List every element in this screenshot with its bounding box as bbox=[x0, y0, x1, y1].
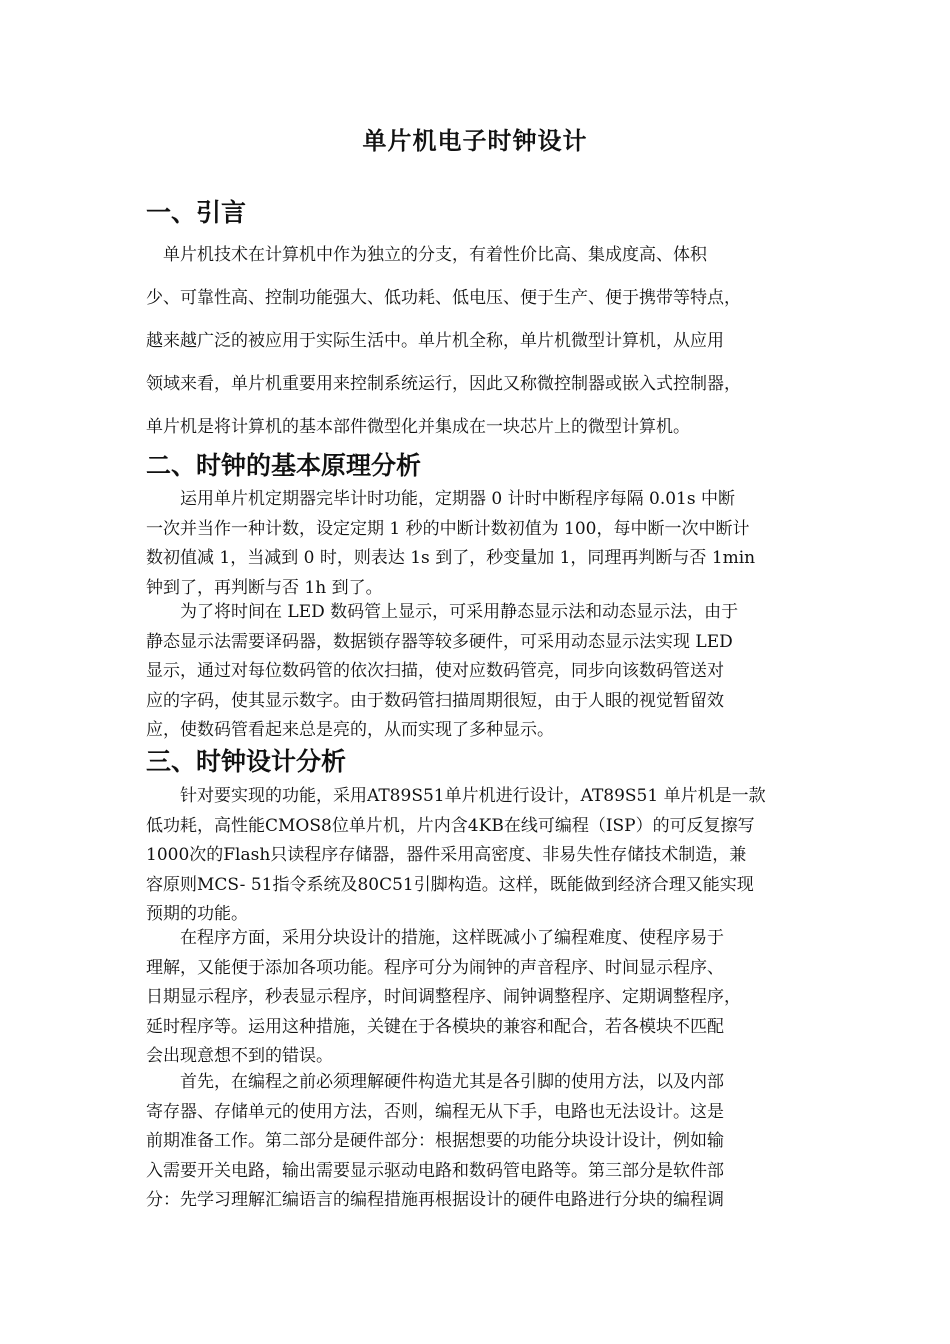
section-heading-introduction: 一、引言 bbox=[146, 198, 247, 227]
text-line: 越来越广泛的被应用于实际生活中。单片机全称，单片机微型计算机，从应用 bbox=[146, 331, 724, 351]
text-line: 单片机技术在计算机中作为独立的分支，有着性价比高、集成度高、体积 bbox=[146, 245, 707, 265]
text-line: 领域来看，单片机重要用来控制系统运行，因此又称微控制器或嵌入式控制器， bbox=[146, 374, 741, 394]
text-line: 1000次的Flash只读程序存储器，器件采用高密度、非易失性存储技术制造，兼 bbox=[146, 845, 747, 865]
paragraph-led-display bbox=[146, 598, 806, 746]
text-line: 单片机是将计算机的基本部件微型化并集成在一块芯片上的微型计算机。 bbox=[146, 417, 690, 437]
text-line: 钟到了，再判断与否 1h 到了。 bbox=[146, 577, 383, 598]
text-line: 分：先学习理解汇编语言的编程措施再根据设计的硬件电路进行分块的编程调 bbox=[146, 1190, 724, 1210]
paragraph-hardware-choice bbox=[146, 782, 806, 930]
document-title: 单片机电子时钟设计 bbox=[362, 126, 588, 155]
text-line: 前期准备工作。第二部分是硬件部分：根据想要的功能分块设计设计，例如输 bbox=[146, 1131, 724, 1151]
text-line: 入需要开关电路，输出需要显示驱动电路和数码管电路等。第三部分是软件部 bbox=[146, 1160, 724, 1181]
text-line: 容原则MCS- 51指令系统及80C51引脚构造。这样，既能做到经济合理又能实现 bbox=[146, 874, 754, 895]
text-line: 预期的功能。 bbox=[146, 904, 248, 924]
text-line: 少、可靠性高、控制功能强大、低功耗、低电压、便于生产、便于携带等特点， bbox=[146, 288, 741, 308]
text-line: 日期显示程序，秒表显示程序，时间调整程序、闹钟调整程序、定期调整程序， bbox=[146, 987, 741, 1007]
paragraph-timer-principle bbox=[146, 485, 806, 603]
section-heading-design: 三、时钟设计分析 bbox=[146, 747, 347, 776]
text-line: 数初值减 1，当减到 0 时，则表达 1s 到了，秒变量加 1，同理再判断与否 1min bbox=[146, 548, 756, 568]
text-line: 显示，通过对每位数码管的依次扫描，使对应数码管亮，同步向该数码管送对 bbox=[146, 661, 724, 681]
text-line: 应，使数码管看起来总是亮的，从而实现了多种显示。 bbox=[146, 720, 554, 740]
text-line: 运用单片机定期器完毕计时功能，定期器 0 计时中断程序每隔 0.01s 中断 bbox=[146, 489, 736, 509]
text-line: 应的字码，使其显示数字。由于数码管扫描周期很短，由于人眼的视觉暂留效 bbox=[146, 690, 724, 711]
text-line: 为了将时间在 LED 数码管上显示，可采用静态显示法和动态显示法，由于 bbox=[146, 602, 739, 622]
text-line: 会出现意想不到的错误。 bbox=[146, 1046, 333, 1066]
text-line: 延时程序等。运用这种措施，关键在于各模块的兼容和配合，若各模块不匹配 bbox=[146, 1016, 724, 1037]
text-line: 理解，又能便于添加各项功能。程序可分为闹钟的声音程序、时间显示程序、 bbox=[146, 957, 724, 978]
paragraph-design-steps bbox=[146, 1068, 806, 1216]
text-line: 静态显示法需要译码器，数据锁存器等较多硬件，可采用动态显示法实现 LED bbox=[146, 631, 733, 652]
section-heading-principle: 二、时钟的基本原理分析 bbox=[146, 451, 422, 480]
text-line: 在程序方面，采用分块设计的措施，这样既减小了编程难度、使程序易于 bbox=[146, 928, 724, 948]
paragraph-introduction bbox=[146, 234, 806, 449]
paragraph-program-modules bbox=[146, 924, 806, 1072]
text-line: 寄存器、存储单元的使用方法，否则，编程无从下手，电路也无法设计。这是 bbox=[146, 1101, 724, 1122]
text-line: 一次并当作一种计数，设定定期 1 秒的中断计数初值为 100，每中断一次中断计 bbox=[146, 518, 750, 539]
text-line: 低功耗，高性能CMOS8位单片机，片内含4KB在线可编程（ISP）的可反复擦写 bbox=[146, 815, 755, 836]
text-line: 针对要实现的功能，采用AT89S51单片机进行设计，AT89S51 单片机是一款 bbox=[146, 786, 766, 806]
text-line: 首先，在编程之前必须理解硬件构造尤其是各引脚的使用方法，以及内部 bbox=[146, 1072, 724, 1092]
